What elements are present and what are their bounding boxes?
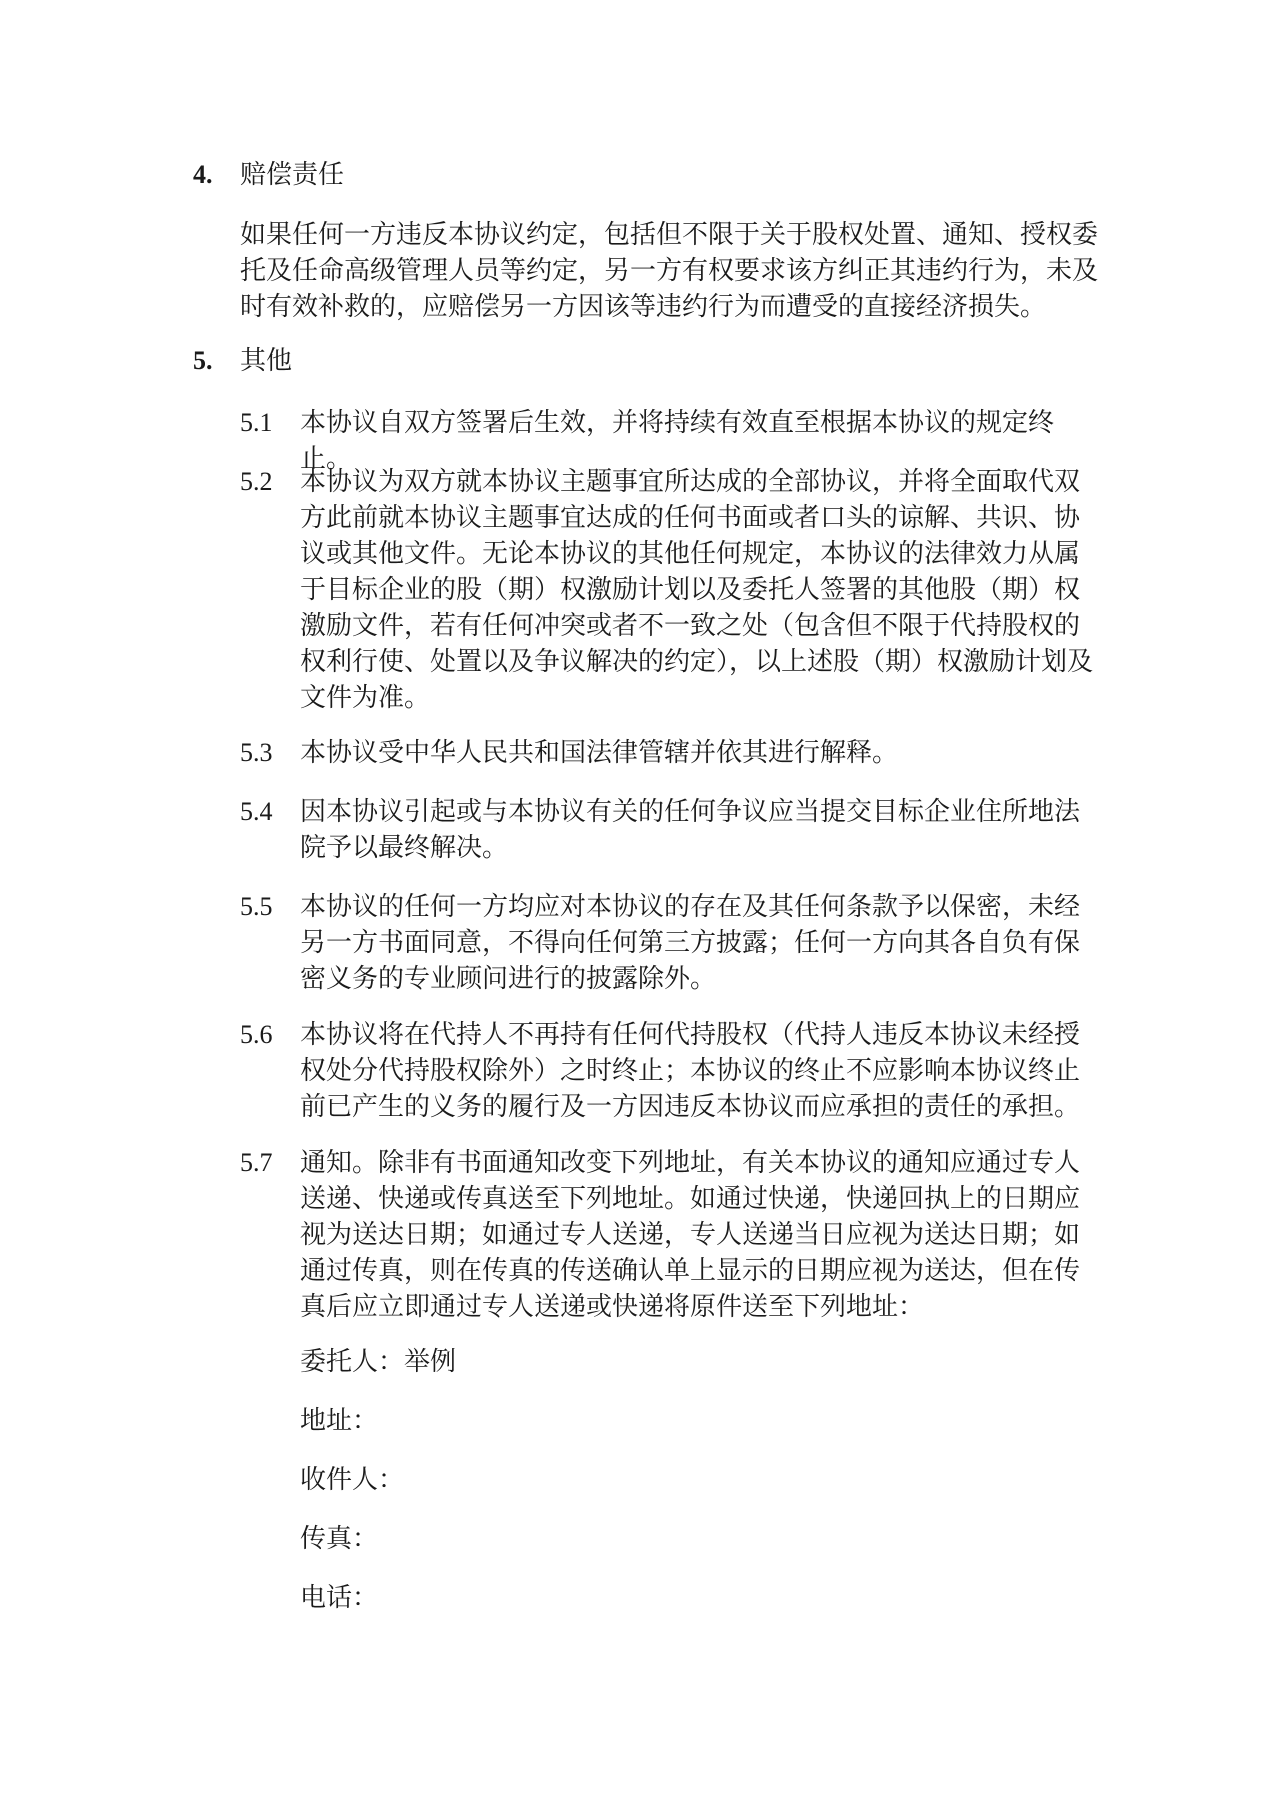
notice-address: 地址： xyxy=(300,1406,379,1436)
section-5-heading xyxy=(193,346,292,376)
section-4-body: 如果任何一方违反本协议约定，包括但不限于关于股权处置、通知、授权委托及任命高级管理人员等约定，另一方有权要求该方纠正其违约行为，未及时有效补救的，应赔偿另一方因该等违约行为而遭受的直接经济损失。 xyxy=(240,220,1099,322)
clause-number: 5.2 xyxy=(240,467,273,496)
clause-number: 5.5 xyxy=(240,892,273,921)
clause-text: 因本协议引起或与本协议有关的任何争议应当提交目标企业住所地法院予以最终解决。 xyxy=(300,797,1081,863)
clause-text: 本协议受中华人民共和国法律管辖并依其进行解释。 xyxy=(300,738,899,768)
clause-number: 5.1 xyxy=(240,408,273,437)
clause-5-7 xyxy=(240,1145,1100,1325)
clause-number: 5.6 xyxy=(240,1020,273,1049)
clause-text: 本协议将在代持人不再持有任何代持股权（代持人违反本协议未经授权处分代持股权除外）之时终止；本协议的终止不应影响本协议终止前已产生的义务的履行及一方因违反本协议而应承担的责任的承担。 xyxy=(300,1020,1081,1122)
clause-text: 本协议的任何一方均应对本协议的存在及其任何条款予以保密，未经另一方书面同意，不得向任何第三方披露；任何一方向其各自负有保密义务的专业顾问进行的披露除外。 xyxy=(300,892,1081,994)
clause-5-5 xyxy=(240,889,1100,997)
notice-principal: 委托人：举例 xyxy=(300,1347,457,1377)
clause-number: 5.7 xyxy=(240,1148,273,1177)
notice-fax: 传真： xyxy=(300,1524,379,1554)
clause-number: 5.4 xyxy=(240,797,273,826)
clause-5-4 xyxy=(240,794,1100,866)
section-5-title: 其他 xyxy=(240,346,293,376)
clause-text: 通知。除非有书面通知改变下列地址，有关本协议的通知应通过专人送递、快递或传真送至下列地址。如通过快递，快递回执上的日期应视为送达日期；如通过专人送递，专人送递当日应视为送达日期；如通过传真，则在传真的传送确认单上显示的日期应视为送达，但在传真后应立即通过专人送递或快递将原件送至下列地址： xyxy=(300,1148,1081,1322)
notice-recipient: 收件人： xyxy=(300,1465,405,1495)
clause-number: 5.3 xyxy=(240,738,273,767)
clause-5-3 xyxy=(240,735,1100,771)
section-5-number: 5. xyxy=(193,346,213,375)
clause-5-6 xyxy=(240,1017,1100,1125)
clause-text: 本协议为双方就本协议主题事宜所达成的全部协议，并将全面取代双方此前就本协议主题事宜达成的任何书面或者口头的谅解、共识、协议或其他文件。无论本协议的其他任何规定，本协议的法律效力从属于目标企业的股（期）权激励计划以及委托人签署的其他股（期）权激励文件，若有任何冲突或者不一致之处（包含但不限于代持股权的权利行使、处置以及争议解决的约定），以上述股（期）权激励计划及文件为准。 xyxy=(300,467,1094,713)
clause-text: 本协议自双方签署后生效，并将持续有效直至根据本协议的规定终止。 xyxy=(300,408,1055,474)
notice-phone: 电话： xyxy=(300,1583,379,1613)
section-4-title: 赔偿责任 xyxy=(240,160,345,190)
clause-5-2 xyxy=(240,464,1100,716)
section-4-heading xyxy=(193,160,344,190)
section-4-number: 4. xyxy=(193,160,213,189)
